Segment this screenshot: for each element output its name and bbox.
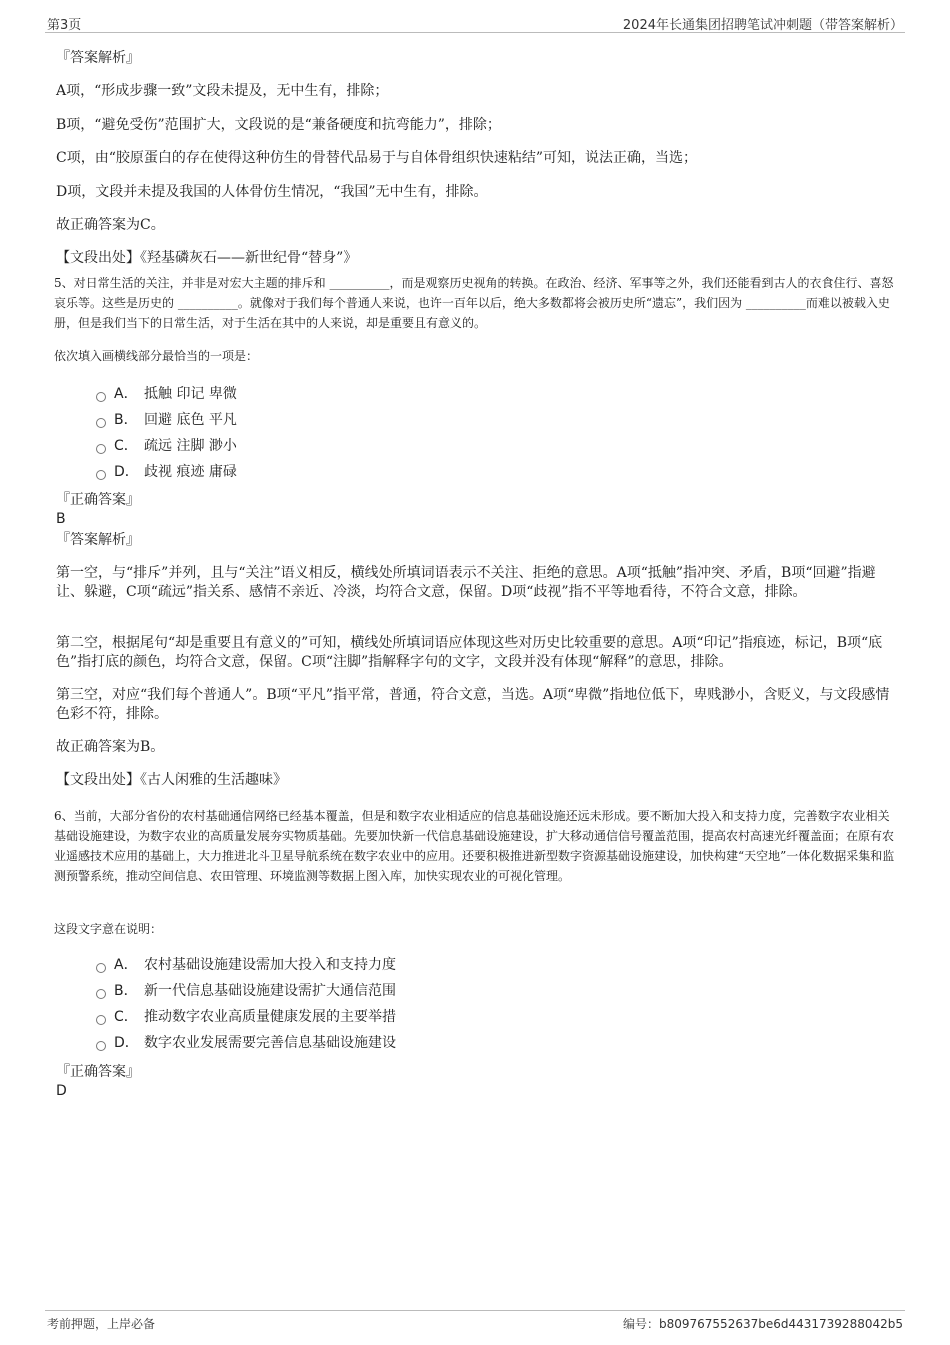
question-5-source-label: 【文段出处】	[56, 772, 140, 788]
prev-source-label: 【文段出处】	[56, 250, 140, 266]
question-6-text: 6、当前，大部分省份的农村基础通信网络已经基本覆盖，但是和数字农业相适应的信息基础设施还远未形成。要不断加大投入和支持力度，完善数字农业相关基础设施建设，为数字农业的高质量发展夯实物质基础。先要加快新一代信息基础设施建设，扩大移动通信信号覆盖范围，提高农村高速光纤覆盖面；在原有农业遥感技术应用的基础上，大力推进北斗卫星导航系统在数字农业中的应用。还要积极推进新型数字资源基础设施建设，加快构建“天空地”一体化数据采集和监测预警系统，推动空间信息、农田管理、环境监测等数据上图入库，加快实现农业的可视化管理。	[54, 809, 895, 883]
question-5-option-a[interactable]: A． 抵触 印记 卑微	[96, 384, 237, 404]
question-5-text: 5、对日常生活的关注，并非是对宏大主题的排斥和 __________，而是观察历史视角的转换。在政治、经济、军事等之外，我们还能看到古人的衣食住行、喜怒哀乐等。这些是历史的 __________。就像对于我们每个普通人来说，也许一百年以后，绝大多数都将会被历史所“遗忘”，我们因为 __________而难以被载入史册，但是我们当下的日常生活，对于生活在其中的人来说，却是重要且有意义的。	[54, 276, 894, 330]
question-6-option-c[interactable]: C． 推动数字农业高质量健康发展的主要举措	[96, 1007, 396, 1027]
document-title: 2024年长通集团招聘笔试冲刺题（带答案解析）	[622, 18, 903, 33]
document-code: 编号：b809767552637be6d4431739288042b5	[622, 1317, 903, 1331]
question-5-option-d[interactable]: D． 歧视 痕迹 庸碌	[96, 462, 237, 482]
prev-analysis-line-b: B项，“避免受伤”范围扩大，文段说的是“兼备硬度和抗弯能力”，排除；	[56, 117, 501, 133]
radio-icon[interactable]	[96, 418, 106, 428]
question-5-analysis-label: 『答案解析』	[56, 532, 140, 548]
question-5-correct-label: 『正确答案』	[56, 492, 140, 508]
radio-icon[interactable]	[96, 470, 106, 480]
radio-icon[interactable]	[96, 1015, 106, 1025]
prev-source	[56, 249, 357, 267]
page-header	[45, 14, 905, 33]
question-5-analysis-1: 第一空，与“排斥”并列，且与“关注”语义相反，横线处所填词语表示不关注、拒绝的意思。A项“抵触”指冲突、矛盾，B项“回避”指避让、躲避，C项“疏远”指关系、感情不亲近、冷淡，均符合文意，保留。D项“歧视”指不平等地看待，不符合文意，排除。	[56, 565, 876, 600]
question-6-option-d[interactable]: D． 数字农业发展需要完善信息基础设施建设	[96, 1033, 396, 1053]
question-5-source-title: 《古人闲雅的生活趣味》	[140, 772, 287, 788]
question-5-option-b[interactable]: B． 回避 底色 平凡	[96, 410, 237, 430]
question-5-answer-conclusion: 故正确答案为B。	[56, 739, 165, 755]
question-6-correct-label: 『正确答案』	[56, 1064, 140, 1080]
question-5-analysis-3: 第三空，对应“我们每个普通人”。B项“平凡”指平常，普通，符合文意，当选。A项“卑微”指地位低下，卑贱渺小，含贬义，与文段感情色彩不符，排除。	[56, 687, 890, 722]
question-5-prompt: 依次填入画横线部分最恰当的一项是：	[54, 349, 259, 363]
radio-icon[interactable]	[96, 392, 106, 402]
radio-icon[interactable]	[96, 1041, 106, 1051]
question-6-option-b[interactable]: B． 新一代信息基础设施建设需扩大通信范围	[96, 981, 396, 1001]
question-5-option-c[interactable]: C． 疏远 注脚 渺小	[96, 436, 237, 456]
prev-analysis-line-d: D项，文段并未提及我国的人体骨仿生情况，“我国”无中生有，排除。	[56, 184, 488, 200]
footer-slogan: 考前押题，上岸必备	[47, 1317, 156, 1331]
prev-analysis-line-c: C项，由“胶原蛋白的存在使得这种仿生的骨替代品易于与自体骨组织快速粘结”可知，说法正确，当选；	[56, 150, 698, 166]
question-6-option-a[interactable]: A． 农村基础设施建设需加大投入和支持力度	[96, 955, 396, 975]
prev-source-title: 《羟基磷灰石——新世纪骨“替身”》	[140, 250, 358, 266]
prev-analysis-line-a: A项，“形成步骤一致”文段未提及，无中生有，排除；	[56, 83, 389, 99]
radio-icon[interactable]	[96, 444, 106, 454]
question-5-correct-answer: B	[56, 511, 66, 527]
page-footer	[45, 1310, 905, 1333]
radio-icon[interactable]	[96, 989, 106, 999]
prev-analysis-label: 『答案解析』	[56, 50, 140, 66]
question-6-prompt: 这段文字意在说明：	[54, 922, 163, 936]
question-6-correct-answer: D	[56, 1083, 67, 1099]
page-number: 第3页	[47, 18, 82, 33]
question-5-source	[56, 771, 287, 789]
question-5-analysis-2: 第二空，根据尾句“却是重要且有意义的”可知，横线处所填词语应体现这些对历史比较重要的意思。A项“印记”指痕迹，标记，B项“底色”指打底的颜色，均符合文意，保留。C项“注脚”指解释字句的文字，文段并没有体现“解释”的意思，排除。	[56, 635, 883, 670]
prev-answer-conclusion: 故正确答案为C。	[56, 217, 165, 233]
radio-icon[interactable]	[96, 963, 106, 973]
